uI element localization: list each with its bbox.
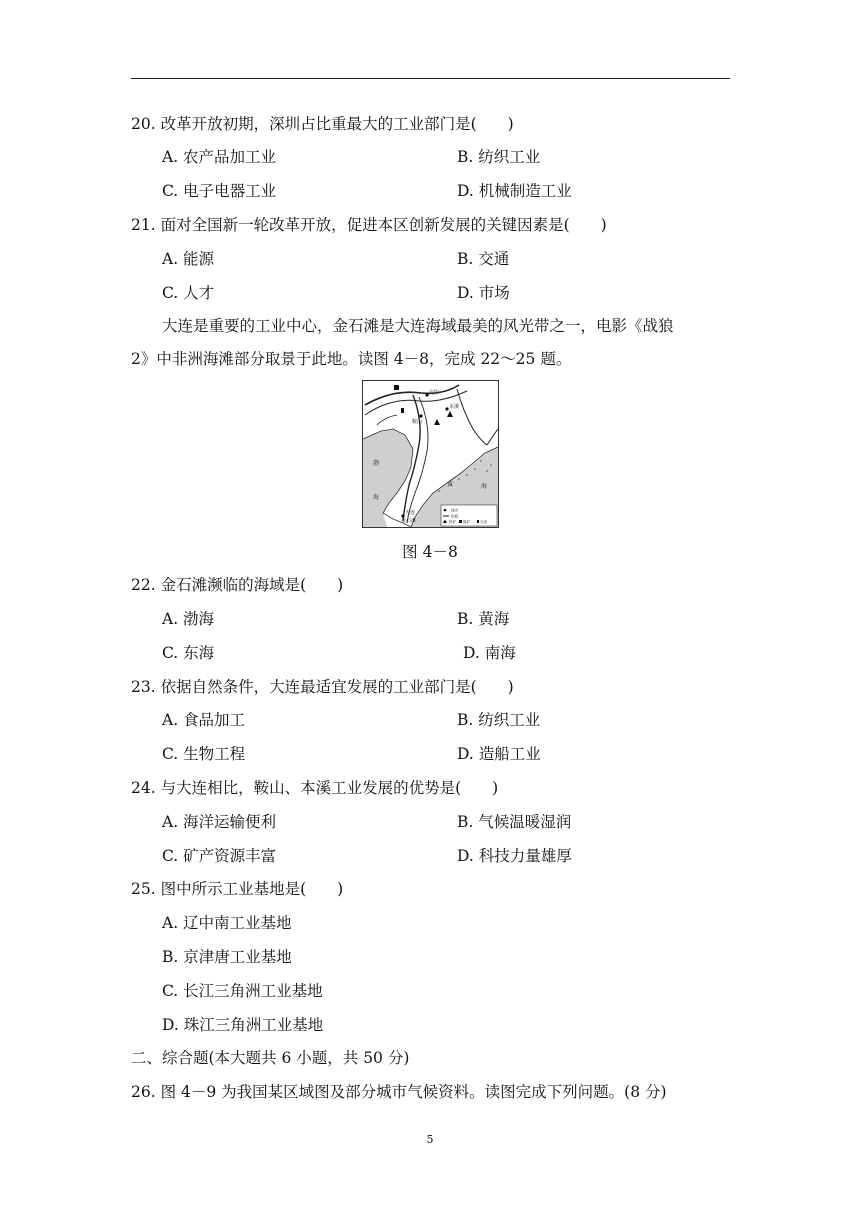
oil-icon bbox=[401, 408, 404, 413]
question-23-option-b: B. 纺织工业 bbox=[457, 711, 541, 729]
label-hai-2: 海 bbox=[481, 483, 488, 490]
label-shenyang: 沈阳 bbox=[429, 390, 440, 396]
question-21-option-b: B. 交通 bbox=[457, 250, 510, 268]
question-23-option-a: A. 食品加工 bbox=[162, 711, 246, 729]
question-24-option-b: B. 气候温暖湿润 bbox=[457, 813, 572, 831]
label-jinshitan: 金石滩 bbox=[401, 518, 417, 524]
question-20-option-b: B. 纺织工业 bbox=[457, 148, 541, 166]
question-21-option-a: A. 能源 bbox=[162, 250, 215, 268]
label-anshan: 鞍山 bbox=[412, 419, 423, 425]
question-22-option-b: B. 黄海 bbox=[457, 610, 510, 628]
question-24-option-d: D. 科技力量雄厚 bbox=[457, 847, 572, 865]
legend-railway: 铁路 bbox=[451, 514, 459, 519]
label-benxi: 本溪 bbox=[449, 404, 460, 410]
coal-mine-icon bbox=[394, 385, 399, 390]
map-legend bbox=[441, 505, 497, 526]
question-24-stem: 24. 与大连相比，鞍山、本溪工业发展的优势是( ) bbox=[131, 779, 499, 797]
label-huang: 黄 bbox=[447, 481, 454, 488]
railway-east bbox=[457, 389, 487, 445]
intro-paragraph-line-2: 2》中非洲海滩部分取景于此地。读图 4－8，完成 22～25 题。 bbox=[131, 350, 572, 368]
question-23-option-c: C. 生物工程 bbox=[162, 745, 246, 763]
question-21-stem: 21. 面对全国新一轮改革开放，促进本区创新发展的关键因素是( ) bbox=[131, 216, 607, 234]
iron-mine-icon bbox=[434, 419, 440, 425]
railway-east-2 bbox=[487, 429, 498, 445]
iron-mine-icon-2 bbox=[447, 411, 453, 417]
city-anshan-icon bbox=[419, 414, 422, 417]
question-20-option-a: A. 农产品加工业 bbox=[162, 148, 277, 166]
legend-iron: 铁矿 bbox=[449, 520, 457, 524]
question-25-stem: 25. 图中所示工业基地是( ) bbox=[131, 880, 344, 898]
figure-caption: 图 4－8 bbox=[402, 543, 458, 561]
header-rule bbox=[131, 78, 730, 79]
question-22-option-c: C. 东海 bbox=[162, 644, 215, 662]
question-25-option-c: C. 长江三角洲工业基地 bbox=[162, 982, 323, 1000]
question-22-option-a: A. 渤海 bbox=[162, 610, 215, 628]
label-bo: 渤 bbox=[373, 460, 380, 467]
legend-city: 城市 bbox=[451, 508, 459, 513]
question-23-stem: 23. 依据自然条件，大连最适宜发展的工业部门是( ) bbox=[131, 678, 514, 696]
label-hai: 海 bbox=[373, 494, 380, 501]
label-dalian: 大连 bbox=[405, 510, 416, 516]
question-26-stem: 26. 图 4－9 为我国某区域图及部分城市气候资料。读图完成下列问题。(8 分) bbox=[131, 1083, 667, 1101]
liaodong-map-svg bbox=[363, 381, 498, 527]
question-21-option-c: C. 人才 bbox=[162, 284, 215, 302]
question-21-option-d: D. 市场 bbox=[457, 284, 510, 302]
question-22-option-d: D. 南海 bbox=[463, 644, 516, 662]
page-number: 5 bbox=[426, 1133, 434, 1146]
figure-4-8-map bbox=[362, 380, 499, 528]
legend-oil: 石油 bbox=[480, 520, 488, 524]
question-25-option-b: B. 京津唐工业基地 bbox=[162, 948, 292, 966]
question-23-option-d: D. 造船工业 bbox=[457, 745, 541, 763]
section-2-heading: 二、综合题(本大题共 6 小题，共 50 分) bbox=[131, 1049, 410, 1067]
question-20-option-c: C. 电子电器工业 bbox=[162, 182, 277, 200]
question-20-option-d: D. 机械制造工业 bbox=[457, 182, 572, 200]
question-24-option-c: C. 矿产资源丰富 bbox=[162, 847, 277, 865]
question-25-option-d: D. 珠江三角洲工业基地 bbox=[162, 1016, 324, 1034]
question-25-option-a: A. 辽中南工业基地 bbox=[162, 914, 292, 932]
question-24-option-a: A. 海洋运输便利 bbox=[162, 813, 277, 831]
question-20-stem: 20. 改革开放初期，深圳占比重最大的工业部门是( ) bbox=[131, 115, 514, 133]
legend-coal: 煤矿 bbox=[463, 520, 471, 524]
railway-west bbox=[377, 415, 397, 425]
question-22-stem: 22. 金石滩濒临的海域是( ) bbox=[131, 576, 344, 594]
intro-paragraph-line-1: 大连是重要的工业中心，金石滩是大连海域最美的风光带之一，电影《战狼 bbox=[162, 317, 674, 335]
railway-north bbox=[365, 385, 459, 405]
